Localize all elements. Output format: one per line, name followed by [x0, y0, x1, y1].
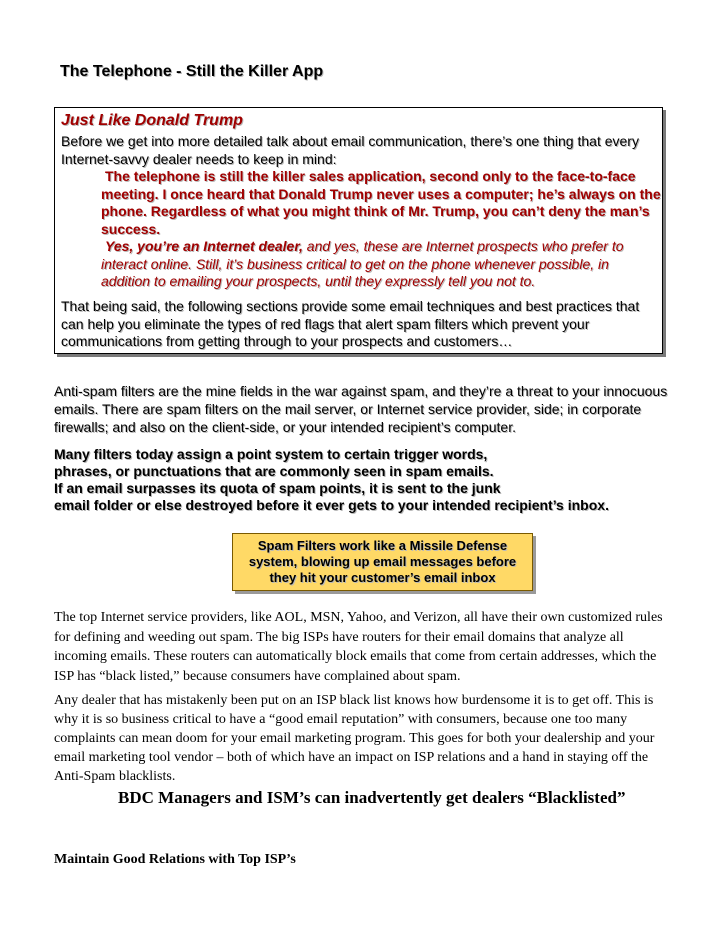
- subheading-isp-relations: Maintain Good Relations with Top ISP’s: [54, 852, 296, 867]
- paragraph-blacklist: Any dealer that has mistakenly been put on an ISP black list knows how burdensome it is to get off. This is why it is so business critical to have a “good email reputation” with consumers, because one too many complaints can mean doom for your email marketing program. This goes for both your dealership and your email marketing tool vendor – both of which have an impact on ISP relations and a hand in staying off the Anti-Spam blacklists.: [54, 693, 655, 784]
- missile-defense-callout: [232, 533, 533, 591]
- point-system-line: Many filters today assign a point system to certain trigger words,: [54, 446, 488, 462]
- quote-internet-dealer: [101, 238, 661, 291]
- paragraph-anti-spam: Anti-spam filters are the mine fields in the war against spam, and they’re a threat to your innocuous emails. There are spam filters on the mail server, or Internet service provider, side; in corporate firewalls; and also on the client-side, or your intended recipient’s computer.: [54, 383, 668, 435]
- callout-line: Spam Filters work like a Missile Defense: [257, 538, 508, 553]
- headline-blacklisted: BDC Managers and ISM’s can inadvertently get dealers “Blacklisted”: [118, 788, 626, 807]
- quote-telephone: The telephone is still the killer sales application, second only to the face-to-face meeting. I once heard that Donald Trump never uses a computer; he’s always on the phone. Regardless of what you might think of Mr. Trump, you can’t deny the man’s success.: [101, 168, 661, 237]
- quote-internet-dealer-rest: and yes, these are Internet prospects who prefer to interact online. Still, it’s business critical to get on the phone whenever possible, in addition to emailing your prospects, until they expressly tell you not to.: [101, 238, 624, 289]
- point-system-line: phrases, or punctuations that are commonly seen in spam emails.: [54, 463, 494, 479]
- box-footer-text: That being said, the following sections provide some email techniques and best practices that can help you eliminate the types of red flags that alert spam filters which prevent your communications from getting through to your prospects and customers…: [61, 298, 640, 349]
- paragraph-isps: The top Internet service providers, like AOL, MSN, Yahoo, and Verizon, all have their own customized rules for defining and weeding out spam. The big ISPs have routers for their email domains that analyze all incoming emails. These routers can automatically block emails that come from certain addresses, which the ISP has “black listed,” because consumers have complained about spam.: [54, 610, 663, 684]
- point-system-line: If an email surpasses its quota of spam points, it is sent to the junk: [54, 480, 501, 496]
- box-heading: Just Like Donald Trump: [61, 112, 243, 129]
- box-intro-text: Before we get into more detailed talk about email communication, there’s one thing that every Internet-savvy dealer needs to keep in mind:: [61, 133, 639, 167]
- callout-line: they hit your customer’s email inbox: [269, 570, 496, 585]
- callout-line: system, blowing up email messages before: [248, 554, 517, 569]
- paragraph-point-system: [54, 446, 674, 514]
- trump-tip-box: [54, 107, 663, 354]
- page-title: The Telephone - Still the Killer App: [60, 63, 324, 80]
- quote-internet-dealer-lead: Yes, you’re an Internet dealer,: [105, 238, 303, 254]
- point-system-line: email folder or else destroyed before it ever gets to your intended recipient’s inbox.: [54, 497, 609, 513]
- box-quote: [101, 168, 661, 291]
